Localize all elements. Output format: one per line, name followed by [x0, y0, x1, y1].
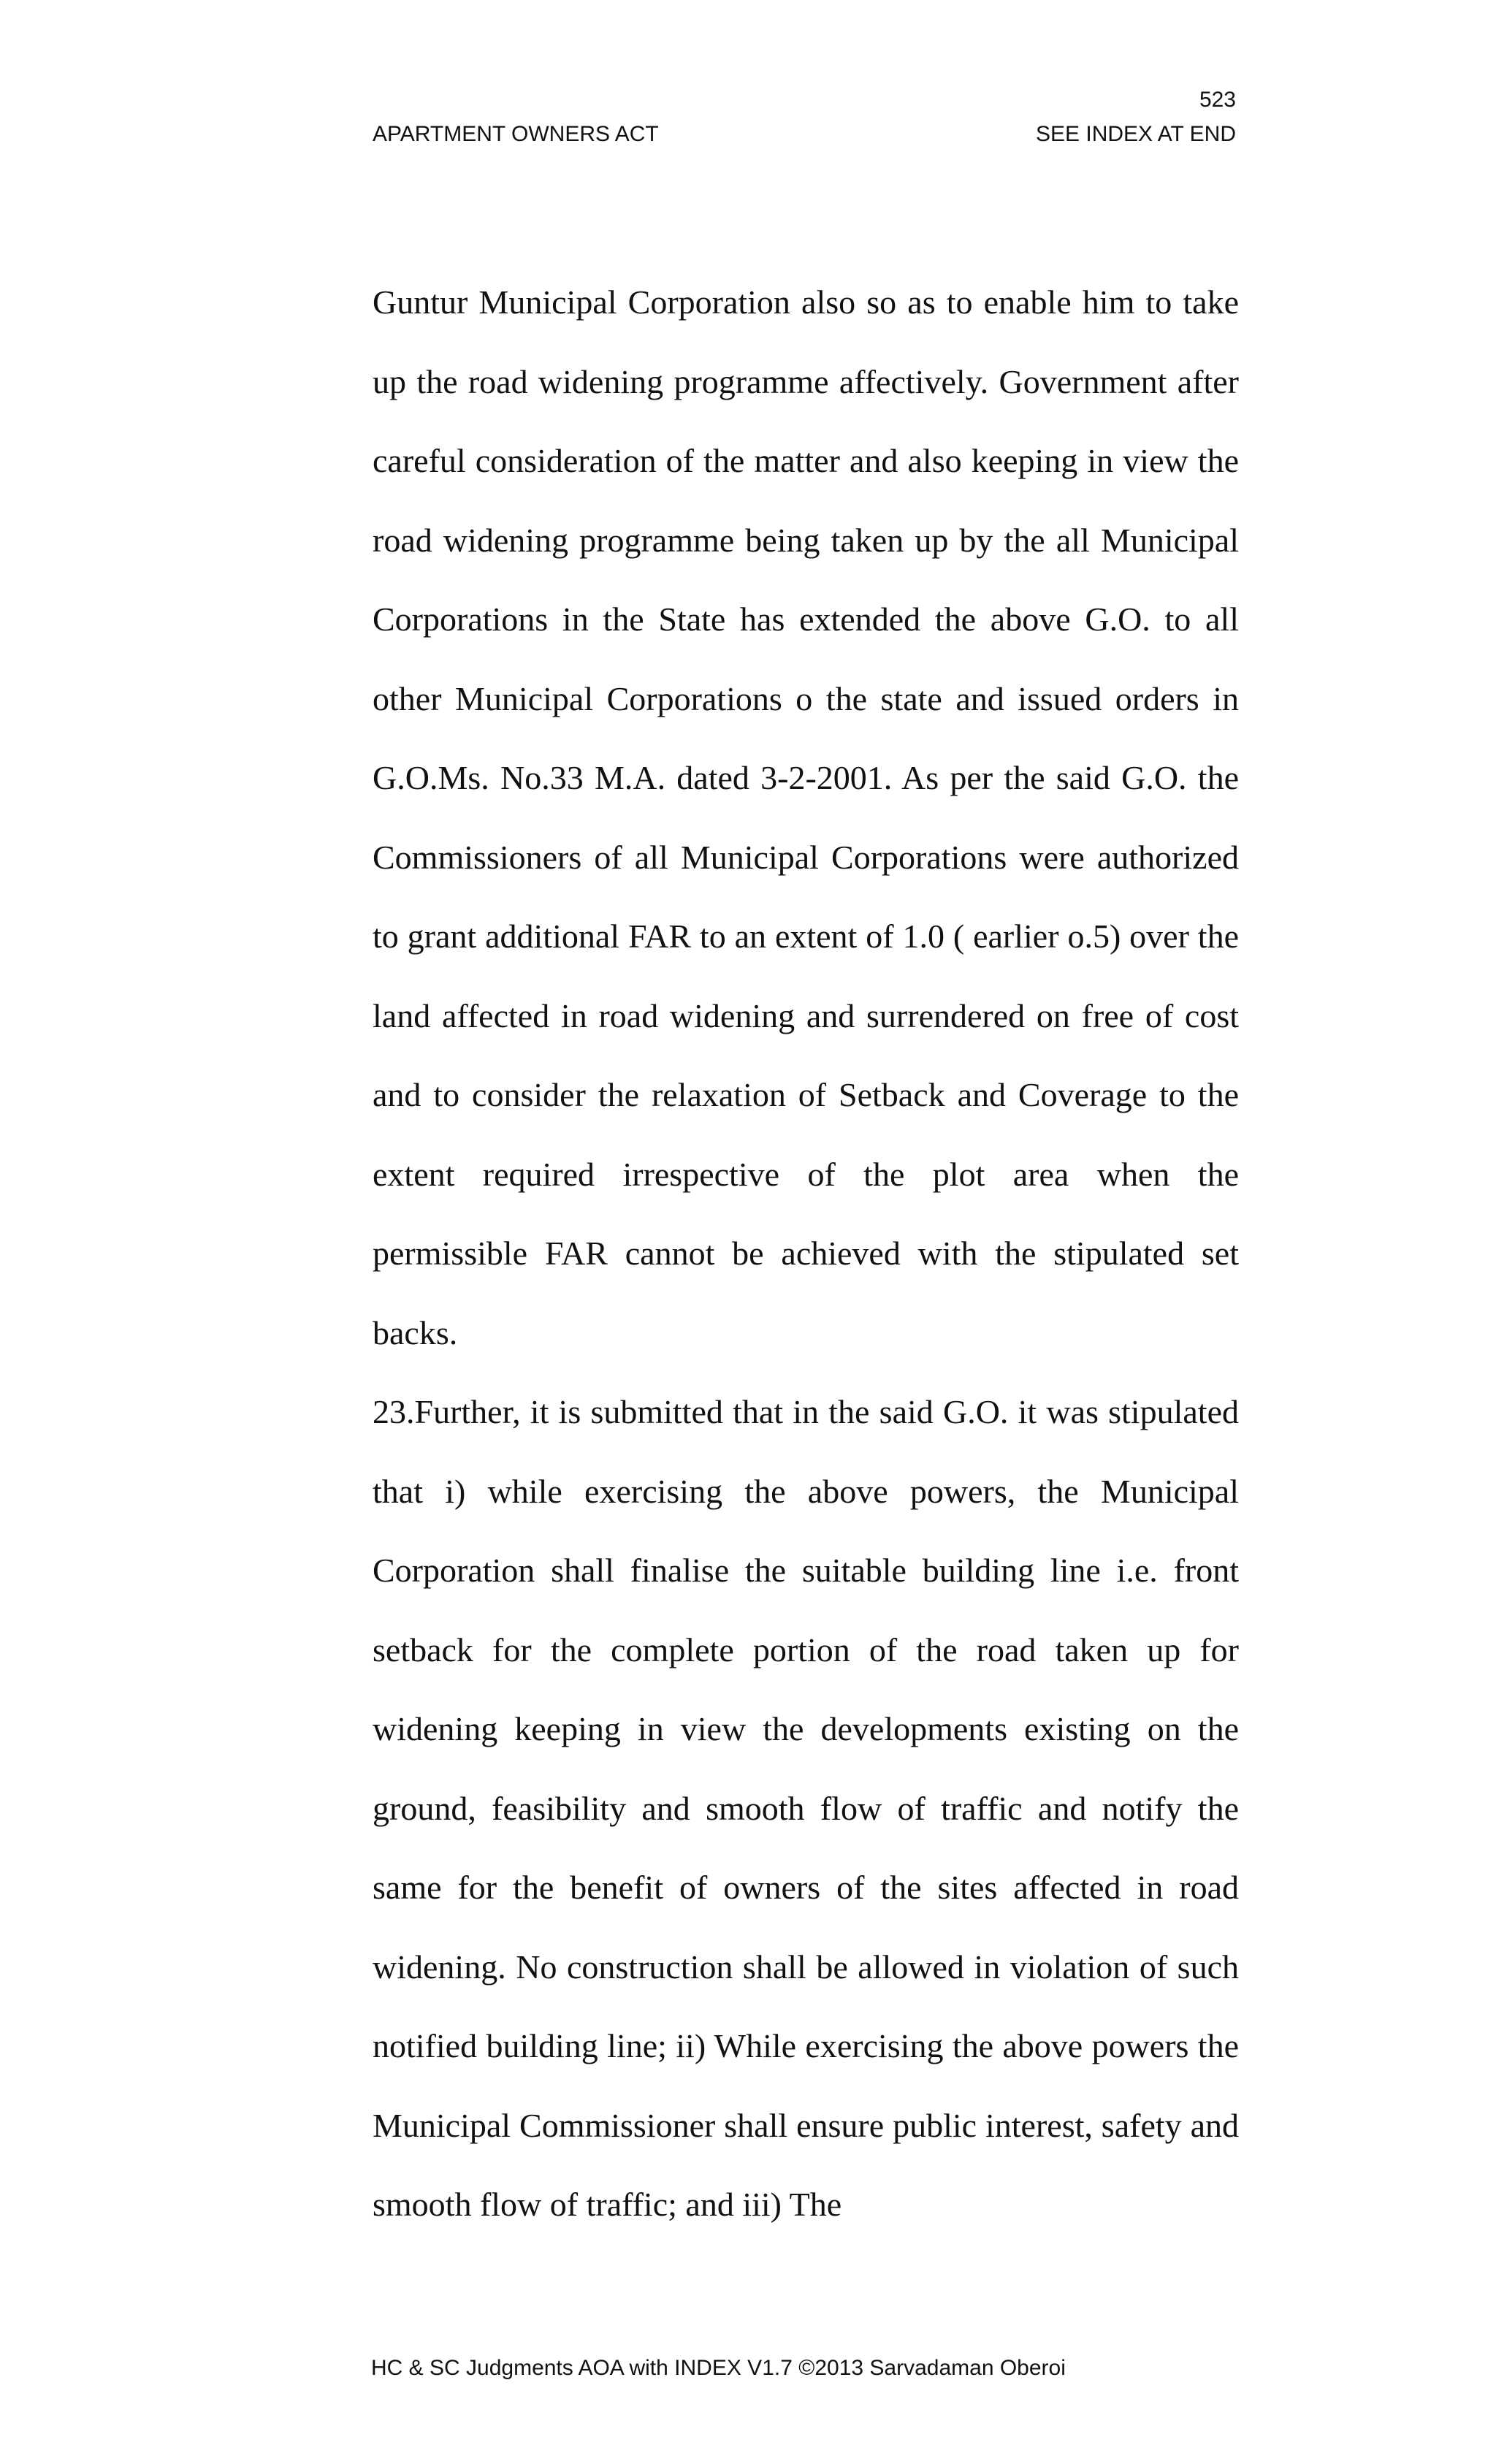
- page-footer: HC & SC Judgments AOA with INDEX V1.7 ©2013 Sarvadaman Oberoi: [371, 2356, 1066, 2380]
- header-index-note: SEE INDEX AT END: [1036, 122, 1236, 146]
- page-number: 523: [1199, 88, 1236, 112]
- header-title: APARTMENT OWNERS ACT: [373, 122, 659, 146]
- body-paragraph: 23.Further, it is submitted that in the said G.O. it was stipulated that i) while exercising the above powers, the Municipal Corporation shall finalise the suitable building line i.e. front setback for the complete portion of the road taken up for widening keeping in view the developments existing on the ground, feasibility and smooth flow of traffic and notify the same for the benefit of owners of the sites affected in road widening. No construction shall be allowed in violation of such notified building line; ii) While exercising the above powers the Municipal Commissioner shall ensure public interest, safety and smooth flow of traffic; and iii) The: [373, 1393, 1239, 2223]
- document-body: [373, 263, 1239, 2245]
- body-paragraph: Guntur Municipal Corporation also so as to enable him to take up the road widening programme affectively. Government after careful consideration of the matter and also keeping in view the road widening programme being taken up by the all Municipal Corporations in the State has extended the above G.O. to all other Municipal Corporations o the state and issued orders in G.O.Ms. No.33 M.A. dated 3-2-2001. As per the said G.O. the Commissioners of all Municipal Corporations were authorized to grant additional FAR to an extent of 1.0 ( earlier o.5) over the land affected in road widening and surrendered on free of cost and to consider the relaxation of Setback and Coverage to the extent required irrespective of the plot area when the permissible FAR cannot be achieved with the stipulated set backs.: [373, 283, 1239, 1351]
- running-header: [373, 122, 1236, 147]
